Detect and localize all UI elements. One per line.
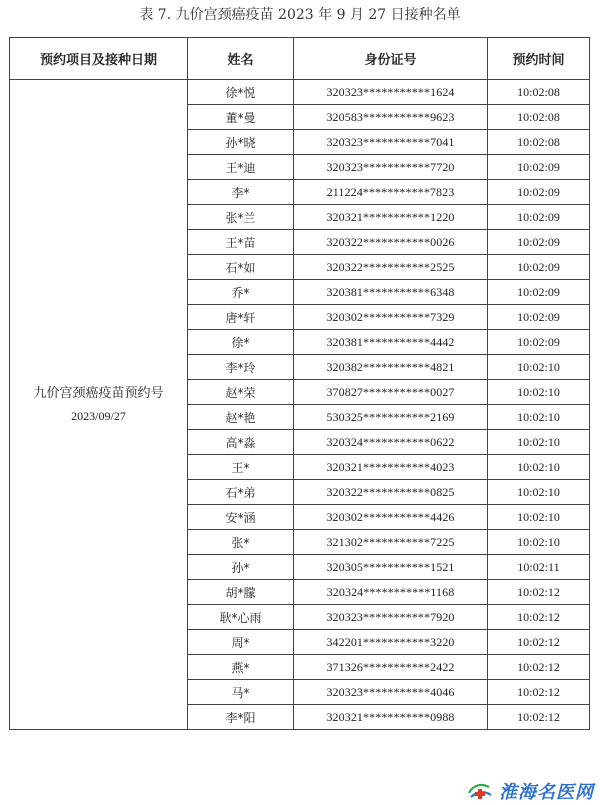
name-cell: 周* [188,630,294,655]
name-cell: 徐* [188,330,294,355]
time-cell: 10:02:09 [488,155,590,180]
table-row [10,80,590,105]
vaccination-table [9,37,590,730]
name-cell: 乔* [188,280,294,305]
name-cell: 高*淼 [188,430,294,455]
project-date: 2023/09/27 [71,408,126,423]
time-cell: 10:02:09 [488,230,590,255]
name-cell: 张* [188,530,294,555]
time-cell: 10:02:09 [488,280,590,305]
watermark [467,779,594,803]
hospital-logo-icon [467,781,493,801]
id-cell: 320305***********1521 [294,555,488,580]
id-cell: 320323***********4046 [294,680,488,705]
name-cell: 王* [188,455,294,480]
id-cell: 370827***********0027 [294,380,488,405]
name-cell: 李*玲 [188,355,294,380]
id-cell: 320583***********9623 [294,105,488,130]
name-cell: 石*如 [188,255,294,280]
name-cell: 赵*艳 [188,405,294,430]
time-cell: 10:02:11 [488,555,590,580]
header-name: 姓名 [188,38,294,80]
id-cell: 371326***********2422 [294,655,488,680]
name-cell: 耿*心雨 [188,605,294,630]
name-cell: 石*弟 [188,480,294,505]
id-cell: 530325***********2169 [294,405,488,430]
id-cell: 320321***********0988 [294,705,488,730]
time-cell: 10:02:08 [488,130,590,155]
time-cell: 10:02:10 [488,430,590,455]
id-cell: 320322***********2525 [294,255,488,280]
time-cell: 10:02:12 [488,630,590,655]
time-cell: 10:02:10 [488,355,590,380]
id-cell: 320323***********7041 [294,130,488,155]
id-cell: 211224***********7823 [294,180,488,205]
id-cell: 321302***********7225 [294,530,488,555]
name-cell: 王*苗 [188,230,294,255]
id-cell: 320322***********0825 [294,480,488,505]
name-cell: 徐*悦 [188,80,294,105]
time-cell: 10:02:12 [488,605,590,630]
time-cell: 10:02:09 [488,205,590,230]
time-cell: 10:02:08 [488,105,590,130]
id-cell: 320321***********1220 [294,205,488,230]
name-cell: 安*涵 [188,505,294,530]
time-cell: 10:02:12 [488,705,590,730]
name-cell: 唐*轩 [188,305,294,330]
id-cell: 320382***********4821 [294,355,488,380]
time-cell: 10:02:12 [488,580,590,605]
header-id: 身份证号 [294,38,488,80]
project-cell [10,80,188,730]
time-cell: 10:02:09 [488,330,590,355]
id-cell: 320323***********7920 [294,605,488,630]
id-cell: 320321***********4023 [294,455,488,480]
time-cell: 10:02:09 [488,255,590,280]
page-title: 表 7. 九价宫颈癌疫苗 2023 年 9 月 27 日接种名单 [139,7,461,23]
header-time: 预约时间 [488,38,590,80]
name-cell: 李* [188,180,294,205]
time-cell: 10:02:09 [488,180,590,205]
id-cell: 320302***********7329 [294,305,488,330]
time-cell: 10:02:10 [488,505,590,530]
name-cell: 张*兰 [188,205,294,230]
time-cell: 10:02:10 [488,380,590,405]
time-cell: 10:02:08 [488,80,590,105]
id-cell: 320381***********6348 [294,280,488,305]
name-cell: 李*阳 [188,705,294,730]
name-cell: 孙* [188,555,294,580]
time-cell: 10:02:10 [488,530,590,555]
time-cell: 10:02:12 [488,655,590,680]
id-cell: 320302***********4426 [294,505,488,530]
watermark-text: 淮海名医网 [499,782,594,803]
name-cell: 赵*荣 [188,380,294,405]
time-cell: 10:02:10 [488,405,590,430]
id-cell: 320324***********1168 [294,580,488,605]
time-cell: 10:02:10 [488,480,590,505]
id-cell: 320323***********1624 [294,80,488,105]
name-cell: 胡*朦 [188,580,294,605]
name-cell: 燕* [188,655,294,680]
id-cell: 320324***********0622 [294,430,488,455]
id-cell: 320322***********0026 [294,230,488,255]
id-cell: 320381***********4442 [294,330,488,355]
name-cell: 王*迪 [188,155,294,180]
id-cell: 320323***********7720 [294,155,488,180]
name-cell: 孙*晓 [188,130,294,155]
name-cell: 马* [188,680,294,705]
project-name: 九价宫颈癌疫苗预约号 [33,385,164,401]
time-cell: 10:02:09 [488,305,590,330]
id-cell: 342201***********3220 [294,630,488,655]
name-cell: 董*曼 [188,105,294,130]
header-project: 预约项目及接种日期 [10,38,188,80]
time-cell: 10:02:12 [488,680,590,705]
time-cell: 10:02:10 [488,455,590,480]
table-header-row [10,38,590,80]
